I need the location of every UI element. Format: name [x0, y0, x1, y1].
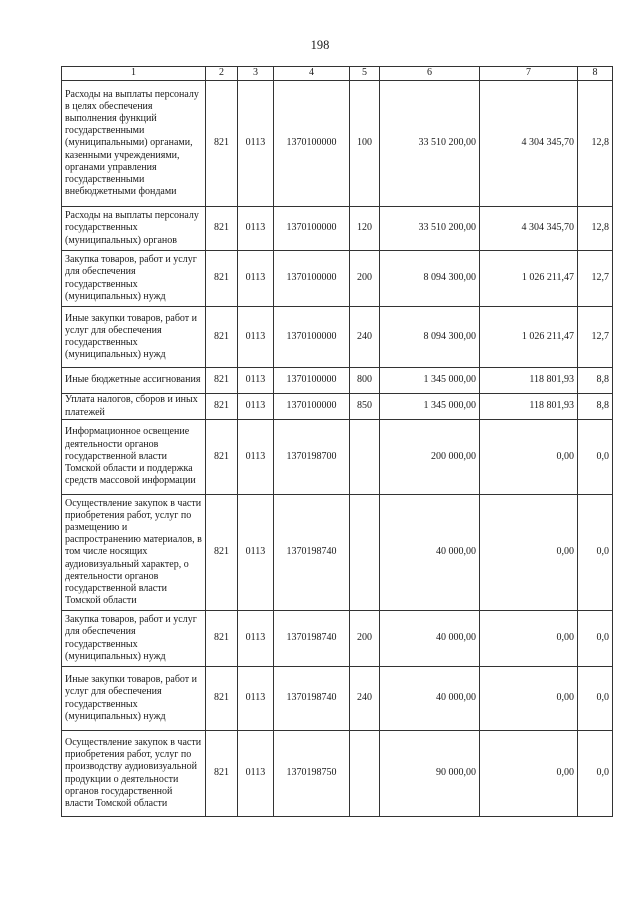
row-section-code: 0113	[238, 207, 274, 251]
row-section-code: 0113	[238, 251, 274, 307]
table-row	[62, 81, 613, 207]
row-description: Информационное освещение деятельности органов государственной власти Томской области и поддержка средств массовой информации	[62, 420, 206, 495]
row-executed-amount: 0,00	[480, 731, 578, 817]
row-expense-type: 200	[350, 611, 380, 667]
row-percent: 0,0	[578, 611, 613, 667]
row-description: Иные закупки товаров, работ и услуг для обеспечения государственных (муниципальных) нужд	[62, 307, 206, 368]
page-number: 198	[310, 38, 330, 52]
row-executed-amount: 0,00	[480, 611, 578, 667]
column-number: 1	[62, 67, 206, 81]
row-target-code: 1370198740	[274, 667, 350, 731]
row-plan-amount: 40 000,00	[380, 611, 480, 667]
row-executed-amount: 0,00	[480, 495, 578, 611]
row-plan-amount: 33 510 200,00	[380, 207, 480, 251]
row-description: Уплата налогов, сборов и иных платежей	[62, 394, 206, 420]
row-plan-amount: 33 510 200,00	[380, 81, 480, 207]
row-percent: 12,7	[578, 251, 613, 307]
row-target-code: 1370100000	[274, 207, 350, 251]
column-number: 4	[274, 67, 350, 81]
row-section-code: 0113	[238, 394, 274, 420]
row-grbs-code: 821	[206, 81, 238, 207]
row-grbs-code: 821	[206, 667, 238, 731]
row-target-code: 1370198750	[274, 731, 350, 817]
row-plan-amount: 8 094 300,00	[380, 251, 480, 307]
row-grbs-code: 821	[206, 731, 238, 817]
row-grbs-code: 821	[206, 394, 238, 420]
column-number: 5	[350, 67, 380, 81]
table-row	[62, 394, 613, 420]
row-grbs-code: 821	[206, 611, 238, 667]
row-expense-type: 800	[350, 368, 380, 394]
row-section-code: 0113	[238, 420, 274, 495]
table-row	[62, 420, 613, 495]
row-target-code: 1370100000	[274, 368, 350, 394]
row-plan-amount: 90 000,00	[380, 731, 480, 817]
row-target-code: 1370100000	[274, 394, 350, 420]
row-plan-amount: 8 094 300,00	[380, 307, 480, 368]
row-expense-type: 200	[350, 251, 380, 307]
row-section-code: 0113	[238, 368, 274, 394]
column-number: 6	[380, 67, 480, 81]
row-grbs-code: 821	[206, 207, 238, 251]
row-expense-type: 100	[350, 81, 380, 207]
row-description: Иные бюджетные ассигнования	[62, 368, 206, 394]
row-percent: 0,0	[578, 495, 613, 611]
row-section-code: 0113	[238, 81, 274, 207]
row-expense-type	[350, 420, 380, 495]
row-percent: 0,0	[578, 667, 613, 731]
row-plan-amount: 1 345 000,00	[380, 394, 480, 420]
row-target-code: 1370198700	[274, 420, 350, 495]
row-percent: 0,0	[578, 420, 613, 495]
table-row	[62, 611, 613, 667]
row-grbs-code: 821	[206, 368, 238, 394]
row-description: Осуществление закупок в части приобретения работ, услуг по размещению и распространению материалов, в том числе носящих аудиовизуальный характер, о деятельности органов государственной власти Томской области	[62, 495, 206, 611]
table-row	[62, 495, 613, 611]
column-number: 2	[206, 67, 238, 81]
row-plan-amount: 200 000,00	[380, 420, 480, 495]
column-number-row	[62, 67, 613, 81]
row-description: Расходы на выплаты персоналу в целях обеспечения выполнения функций государственными (муниципальными) органами, казенными учреждениями, органами управления государственными внебюджетными фондами	[62, 81, 206, 207]
row-executed-amount: 1 026 211,47	[480, 251, 578, 307]
row-executed-amount: 118 801,93	[480, 394, 578, 420]
row-executed-amount: 0,00	[480, 667, 578, 731]
row-grbs-code: 821	[206, 495, 238, 611]
row-section-code: 0113	[238, 731, 274, 817]
row-target-code: 1370198740	[274, 495, 350, 611]
row-section-code: 0113	[238, 611, 274, 667]
row-expense-type: 240	[350, 307, 380, 368]
row-expense-type: 240	[350, 667, 380, 731]
row-expense-type: 850	[350, 394, 380, 420]
row-description: Осуществление закупок в части приобретения работ, услуг по производству аудиовизуальной продукции о деятельности органов государственной власти Томской области	[62, 731, 206, 817]
column-number: 7	[480, 67, 578, 81]
table-row	[62, 307, 613, 368]
row-target-code: 1370100000	[274, 307, 350, 368]
row-expense-type: 120	[350, 207, 380, 251]
row-percent: 12,8	[578, 81, 613, 207]
row-section-code: 0113	[238, 667, 274, 731]
row-executed-amount: 4 304 345,70	[480, 207, 578, 251]
column-number: 3	[238, 67, 274, 81]
row-target-code: 1370100000	[274, 81, 350, 207]
row-grbs-code: 821	[206, 420, 238, 495]
row-grbs-code: 821	[206, 307, 238, 368]
row-target-code: 1370198740	[274, 611, 350, 667]
table-row	[62, 667, 613, 731]
row-plan-amount: 1 345 000,00	[380, 368, 480, 394]
row-executed-amount: 4 304 345,70	[480, 81, 578, 207]
row-description: Закупка товаров, работ и услуг для обеспечения государственных (муниципальных) нужд	[62, 611, 206, 667]
row-executed-amount: 1 026 211,47	[480, 307, 578, 368]
table-row	[62, 368, 613, 394]
row-percent: 8,8	[578, 394, 613, 420]
row-percent: 12,8	[578, 207, 613, 251]
row-percent: 0,0	[578, 731, 613, 817]
row-grbs-code: 821	[206, 251, 238, 307]
row-expense-type	[350, 731, 380, 817]
row-target-code: 1370100000	[274, 251, 350, 307]
row-plan-amount: 40 000,00	[380, 495, 480, 611]
table-row	[62, 251, 613, 307]
row-description: Иные закупки товаров, работ и услуг для обеспечения государственных (муниципальных) нужд	[62, 667, 206, 731]
row-percent: 12,7	[578, 307, 613, 368]
row-percent: 8,8	[578, 368, 613, 394]
row-executed-amount: 118 801,93	[480, 368, 578, 394]
row-description: Закупка товаров, работ и услуг для обеспечения государственных (муниципальных) нужд	[62, 251, 206, 307]
budget-table	[61, 66, 613, 817]
row-plan-amount: 40 000,00	[380, 667, 480, 731]
row-section-code: 0113	[238, 307, 274, 368]
row-description: Расходы на выплаты персоналу государственных (муниципальных) органов	[62, 207, 206, 251]
table-row	[62, 207, 613, 251]
row-section-code: 0113	[238, 495, 274, 611]
column-number: 8	[578, 67, 613, 81]
table-row	[62, 731, 613, 817]
row-executed-amount: 0,00	[480, 420, 578, 495]
row-expense-type	[350, 495, 380, 611]
